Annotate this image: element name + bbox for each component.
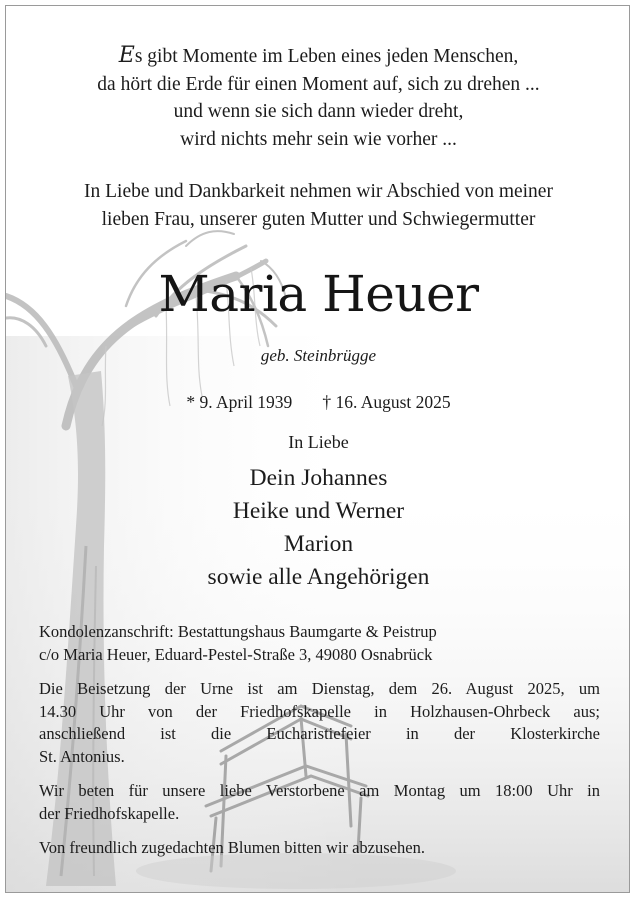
mourners-list xyxy=(6,462,630,594)
decorative-initial: E xyxy=(118,43,135,68)
poem-line xyxy=(6,42,630,71)
mourner-name: Dein Johannes xyxy=(249,465,388,491)
mourner-name: Marion xyxy=(283,531,354,557)
burial-line: 14.30 Uhr von der Friedhofskapelle in Holzhausen-Ohrbeck aus; xyxy=(39,701,600,721)
burial-line: St. Antonius. xyxy=(39,746,125,766)
flowers-line: Von freundlich zugedachten Blumen bitten wir abzusehen. xyxy=(39,838,425,857)
maiden-name: geb. Steinbrügge xyxy=(260,346,377,365)
flowers-notice xyxy=(39,837,600,860)
poem-line: wird nichts mehr sein wie vorher ... xyxy=(180,128,457,150)
mourner-name: Heike und Werner xyxy=(232,498,405,524)
mourner-name: sowie alle Angehörigen xyxy=(207,564,430,590)
prayer-line: Wir beten für unsere liebe Verstorbene am Montag um 18:00 Uhr in xyxy=(39,781,600,800)
prayer-line: der Friedhofskapelle. xyxy=(39,803,180,823)
burial-notice xyxy=(39,678,600,768)
condolence-line: c/o Maria Heuer, Eduard-Pestel-Straße 3, 49080 Osnabrück xyxy=(39,644,433,664)
mourners-intro: In Liebe xyxy=(288,432,349,452)
death-date: † 16. August 2025 xyxy=(322,392,451,412)
intro-line: lieben Frau, unserer guten Mutter und Schwiegermutter xyxy=(101,208,536,230)
birth-date: * 9. April 1939 xyxy=(186,392,293,412)
farewell-intro xyxy=(6,178,630,233)
burial-line: Die Beisetzung der Urne ist am Dienstag, dem 26. August 2025, um xyxy=(39,679,600,698)
poem-line: da hört die Erde für einen Moment auf, sich zu drehen ... xyxy=(97,73,540,95)
obituary-card xyxy=(5,5,630,893)
poem-line-text: s gibt Momente im Leben eines jeden Menschen, xyxy=(134,46,519,67)
deceased-name: Maria Heuer xyxy=(158,265,479,323)
burial-line: anschließend ist die Eucharistiefeier in der Klosterkirche xyxy=(39,724,600,743)
life-dates xyxy=(6,390,630,414)
prayer-notice xyxy=(39,780,600,825)
funeral-details xyxy=(39,621,600,872)
opening-poem xyxy=(6,42,630,153)
intro-line: In Liebe und Dankbarkeit nehmen wir Abschied von meiner xyxy=(84,181,553,202)
poem-line: und wenn sie sich dann wieder dreht, xyxy=(173,101,464,123)
condolence-address xyxy=(39,621,600,666)
condolence-line: Kondolenzanschrift: Bestattungshaus Baumgarte & Peistrup xyxy=(39,622,437,641)
